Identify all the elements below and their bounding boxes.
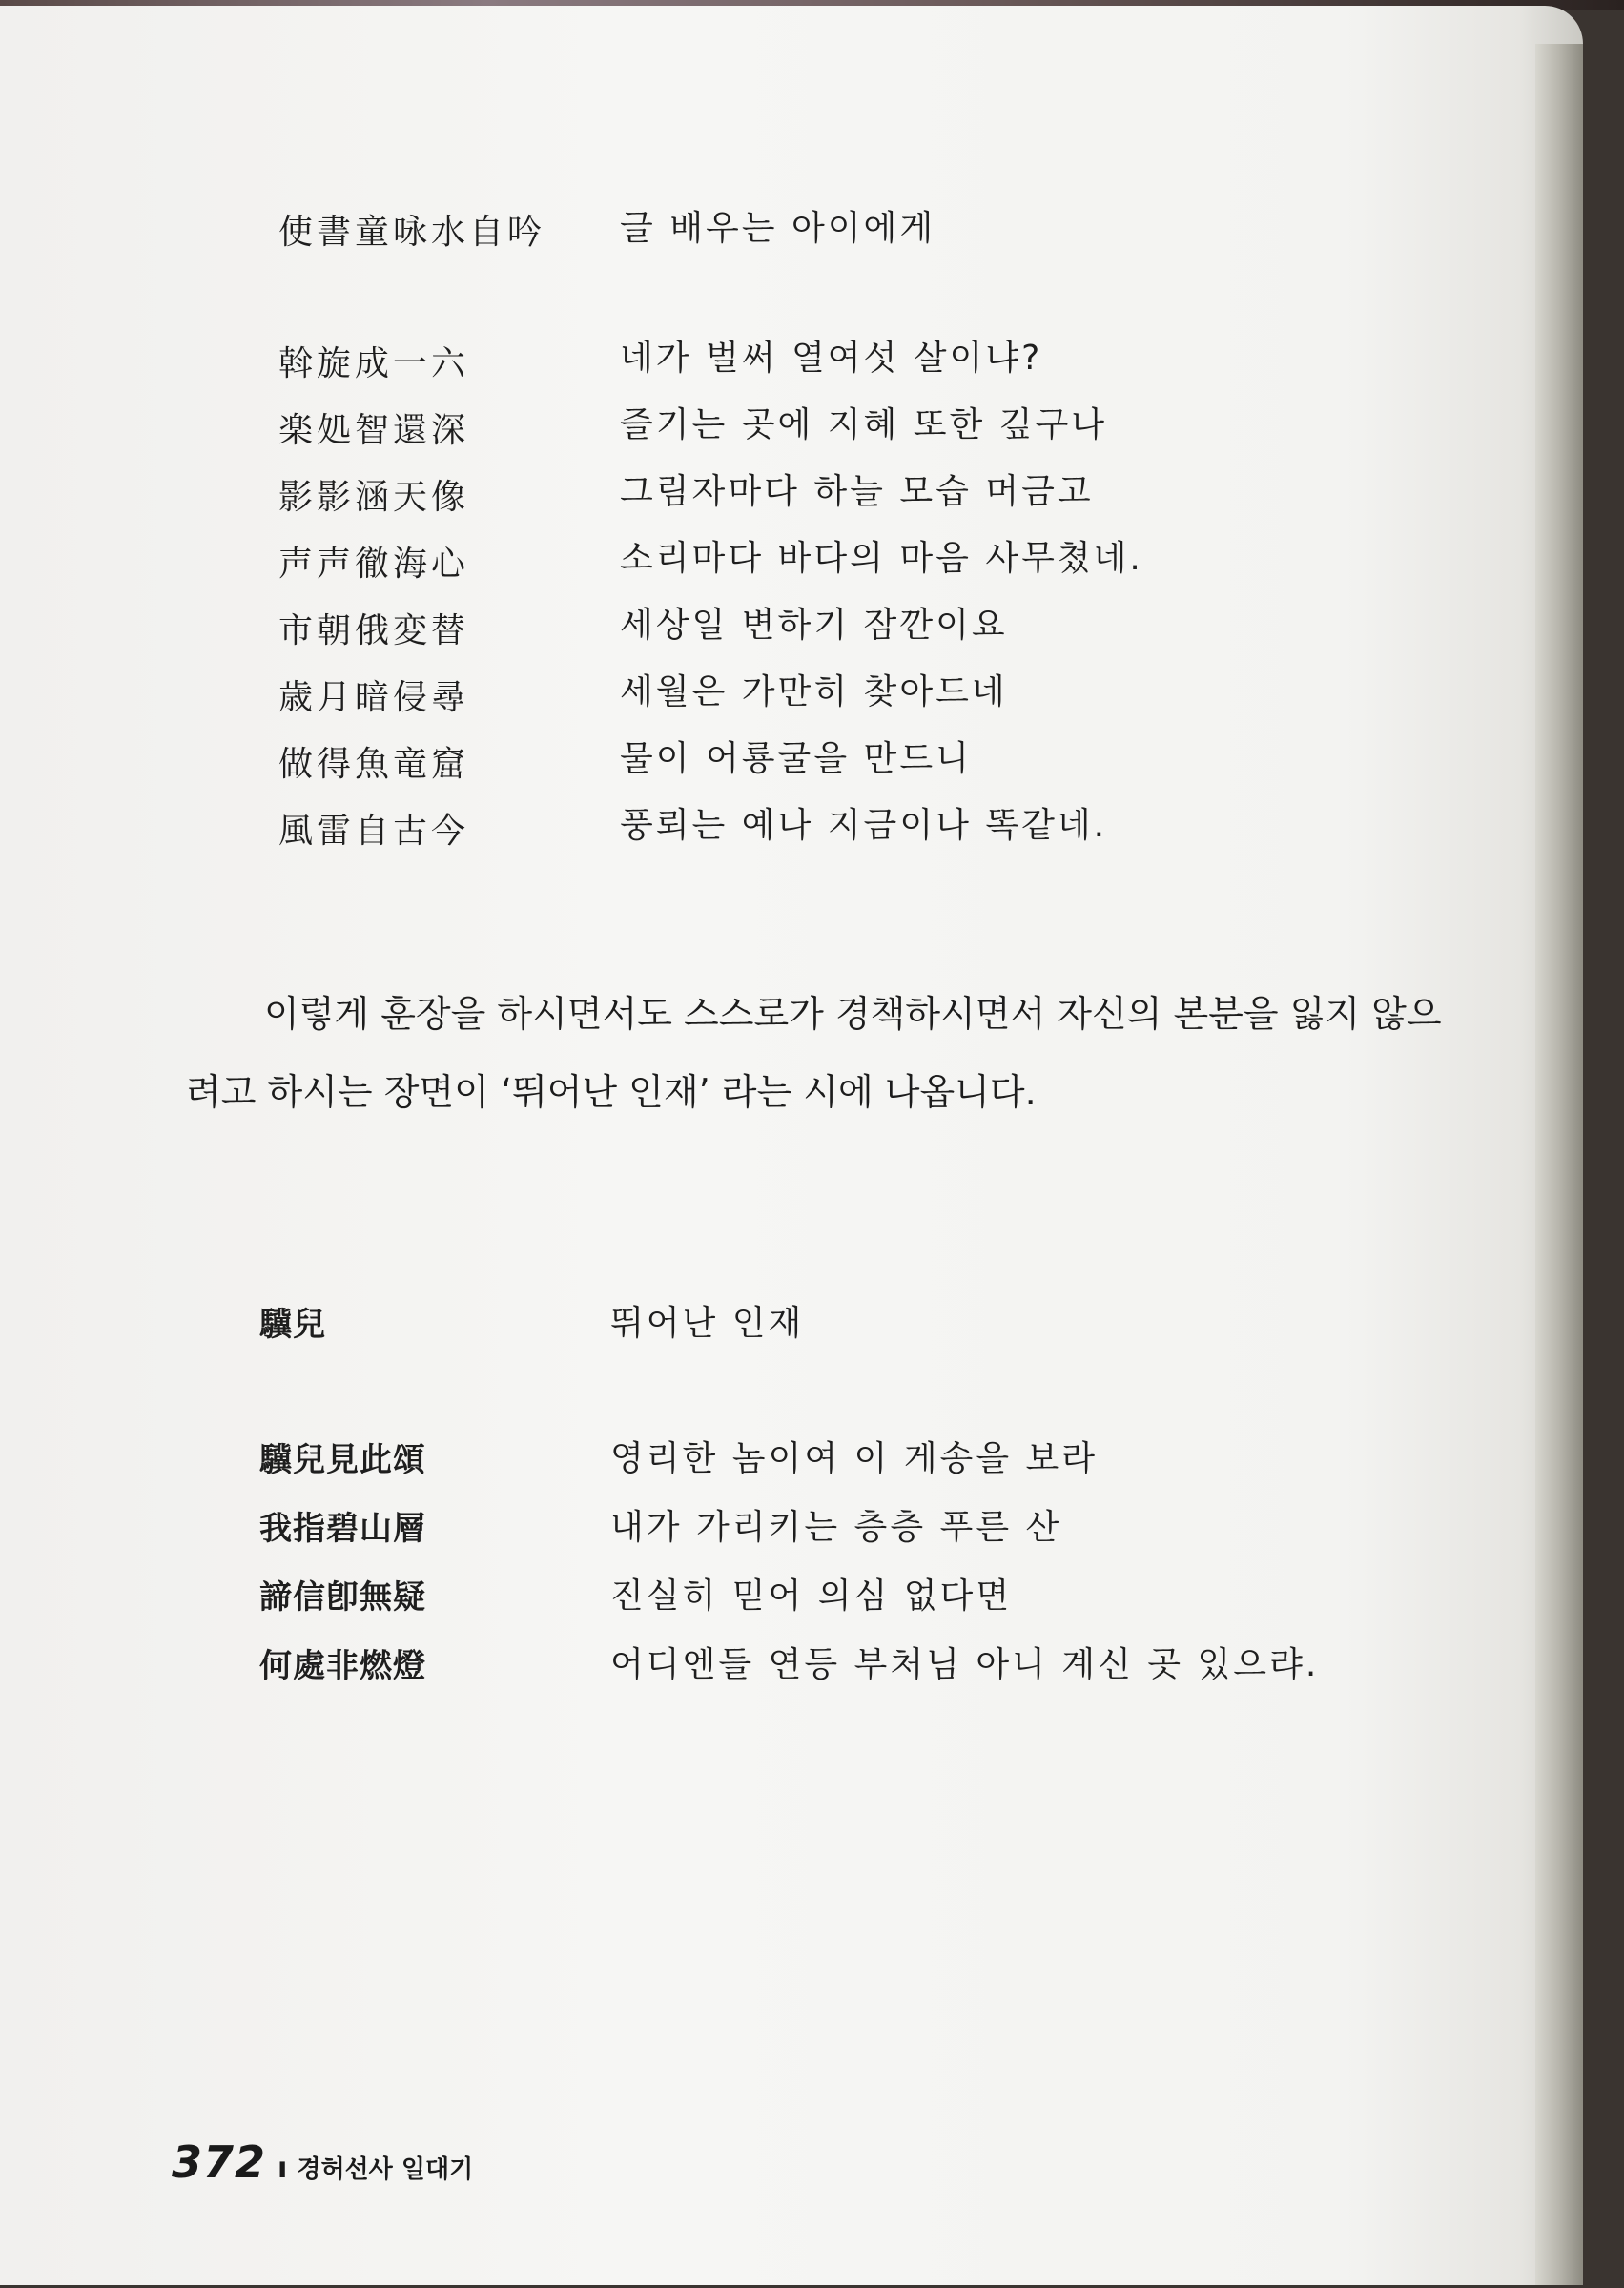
poem-1-line-korean: 풍뢰는 예나 지금이나 똑같네. (620, 806, 1108, 845)
poem-2-line-korean: 진실히 믿어 의심 없다면 (610, 1577, 1013, 1616)
poem-1-line-korean: 물이 어룡굴을 만드니 (620, 739, 972, 778)
poem-2-line-hanja: 諦信卽無疑 (259, 1578, 426, 1617)
poem-1-line-hanja: 楽処智還深 (278, 411, 470, 450)
poem-2-line-hanja: 何處非燃燈 (259, 1647, 426, 1685)
page-number: 372 (172, 2136, 267, 2188)
poem-2-title-hanja: 驥兒 (259, 1306, 326, 1344)
poem-2-line-hanja: 我指碧山層 (259, 1510, 426, 1548)
poem-1-title-korean: 글 배우는 아이에게 (620, 209, 936, 248)
page-footer (172, 2136, 473, 2188)
poem-1-line-hanja: 市朝俄変替 (278, 611, 470, 650)
footer-separator: ı (278, 2152, 288, 2185)
prose-paragraph (186, 975, 1445, 1131)
poem-1-line-hanja: 斡旋成一六 (278, 344, 470, 383)
poem-2-line-korean: 영리한 놈이여 이 게송을 보라 (610, 1439, 1099, 1478)
poem-1-line-hanja: 声声徹海心 (278, 545, 470, 584)
page-curl-edge (1535, 44, 1583, 2285)
poem-1-line-korean: 세월은 가만히 찾아드네 (620, 672, 1008, 711)
prose-text: 이렇게 훈장을 하시면서도 스스로가 경책하시면서 자신의 본분을 잃지 않으려고 하시는 장면이 ‘뛰어난 인재’ 라는 시에 나옵니다. (186, 993, 1442, 1113)
poem-1-line-korean: 그림자마다 하늘 모습 머금고 (620, 472, 1094, 511)
book-title: 경허선사 일대기 (297, 2155, 474, 2184)
poem-1-line-hanja: 影影涵天像 (278, 478, 470, 517)
poem-1-line-korean: 즐기는 곳에 지혜 또한 깊구나 (620, 405, 1108, 444)
poem-1-line-korean: 네가 벌써 열여섯 살이냐? (620, 339, 1043, 378)
poem-2-line-korean: 내가 가리키는 층층 푸른 산 (610, 1508, 1062, 1547)
poem-2-line-korean: 어디엔들 연등 부처님 아니 계신 곳 있으랴. (610, 1645, 1320, 1684)
poem-1-line-hanja: 風雷自古今 (278, 812, 470, 851)
poem-1-line-hanja: 歳月暗侵尋 (278, 678, 470, 717)
poem-1-line-korean: 소리마다 바다의 마음 사무쳤네. (620, 539, 1143, 578)
poem-1-title-hanja: 使書童咏水自吟 (278, 213, 546, 252)
poem-2-title-korean: 뛰어난 인재 (610, 1304, 805, 1343)
poem-1-line-korean: 세상일 변하기 잠깐이요 (620, 606, 1008, 645)
poem-2-line-hanja: 驥兒見此頌 (259, 1441, 426, 1479)
poem-1-line-hanja: 做得魚竜窟 (278, 745, 470, 784)
